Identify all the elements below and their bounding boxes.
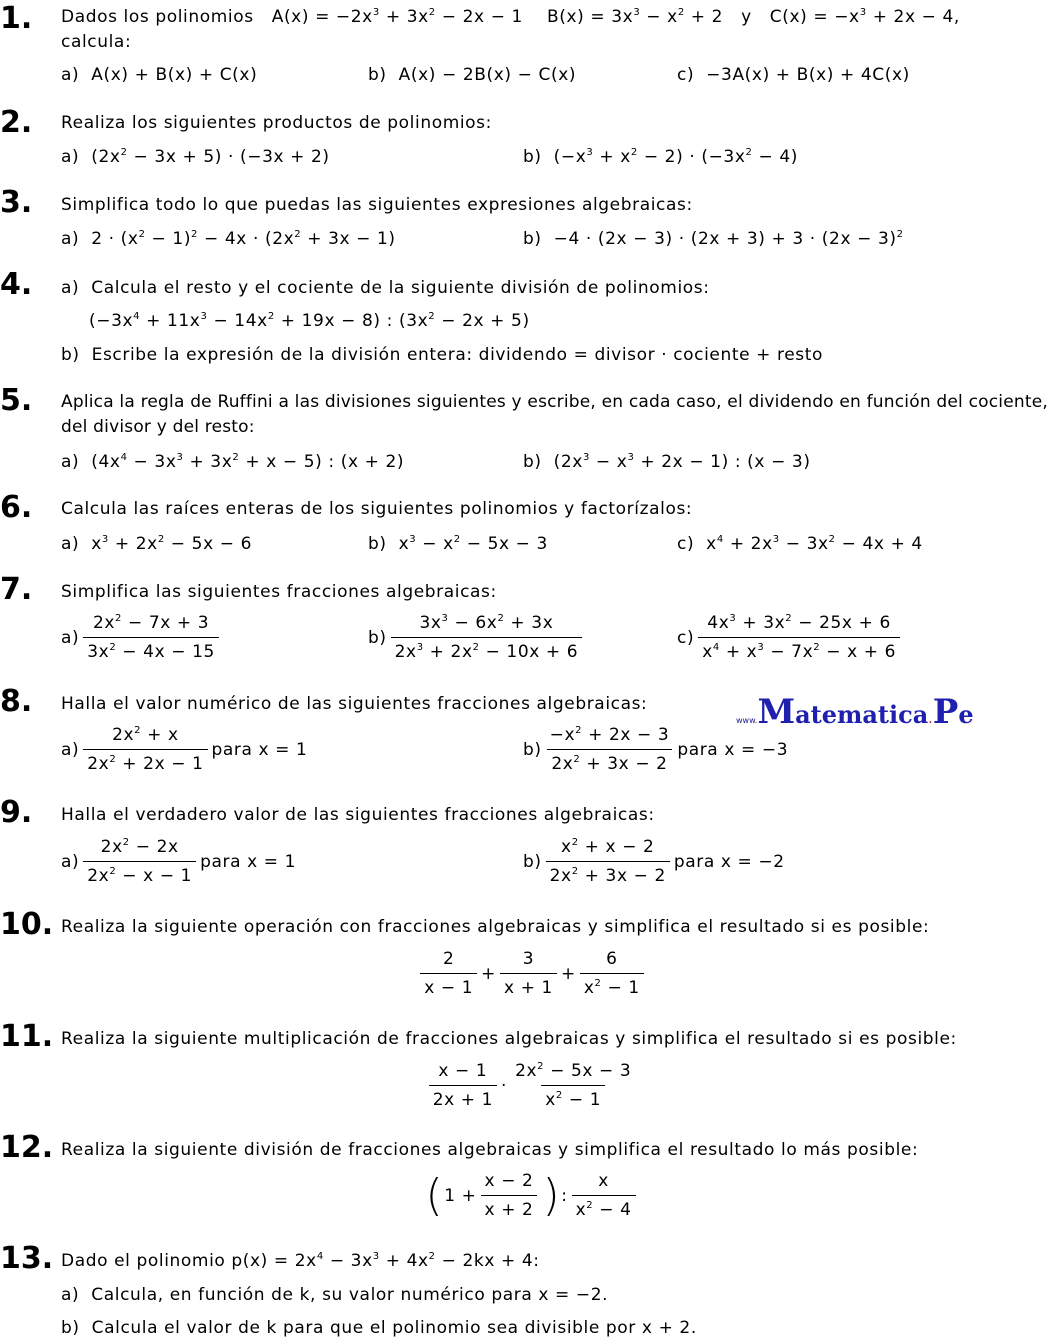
problem-number: 6. — [0, 490, 33, 525]
fraction: $\frac{x - 1}{2x + 1}$ — [429, 1060, 497, 1111]
problem-statement: Realiza la siguiente división de fracciones algebraicas y simplifica el resultado lo más posible: — [61, 1140, 919, 1160]
fraction: $\frac{x - 2}{x + 2}$ — [481, 1170, 538, 1221]
item-b: b) Escribe la expresión de la división entera: dividendo = divisor · cociente + resto — [61, 345, 824, 365]
problem-number: 11. — [0, 1019, 54, 1054]
item-b: b) $\frac{3x^3 - 6x^2 + 3x}{2x^3 + 2x^2 - 10x + 6}$ — [368, 612, 586, 663]
problem-statement: Simplifica todo lo que puedas las siguientes expresiones algebraicas: — [61, 195, 693, 215]
item-b: b) $(-x^3 + x^2 - 2) \cdot (-3x^2 - 4)$ — [523, 147, 798, 167]
fraction: $\frac{-x^2 + 2x - 3}{2x^2 + 3x - 2}$ — [546, 724, 674, 775]
item-b: b) $(2x^3 - x^3 + 2x - 1)$ : (x − 3) — [523, 452, 811, 472]
problem-statement: Halla el verdadero valor de las siguientes fracciones algebraicas: — [61, 805, 655, 825]
item-a: a) Calcula, en función de k, su valor numérico para x = −2. — [61, 1285, 609, 1305]
fraction: $\frac{2x^2 - 7x + 3}{3x^2 - 4x - 15}$ — [83, 612, 219, 663]
fraction: $\frac{2x^2 - 2x}{2x^2 - x - 1}$ — [83, 836, 196, 887]
item-a: a) $x^3 + 2x^2 - 5x - 6$ — [61, 534, 252, 554]
problem-statement: Aplica la regla de Ruffini a las divisiones siguientes y escribe, en cada caso, el dividendo en función del cociente, del divisor y del resto: — [61, 392, 1054, 437]
item-b: b) Calcula el valor de k para que el polinomio sea divisible por x + 2. — [61, 1318, 697, 1338]
fraction: $\frac{3x^3 - 6x^2 + 3x}{2x^3 + 2x^2 - 10x + 6}$ — [391, 612, 583, 663]
item-b: b) $x^3 - x^2 - 5x - 3$ — [368, 534, 548, 554]
problem-number: 8. — [0, 684, 33, 719]
problem-number: 7. — [0, 572, 33, 607]
fraction: $\frac{2}{x - 1}$ — [420, 948, 477, 999]
problem-number: 1. — [0, 1, 33, 36]
problem-statement: Simplifica las siguientes fracciones algebraicas: — [61, 582, 497, 602]
item-a: a) $\frac{2x^2 - 7x + 3}{3x^2 - 4x - 15}$ — [61, 612, 223, 663]
item-a: a) $2 \cdot (x^2 - 1)^2 - 4x \cdot (2x^2 + 3x - 1)$ — [61, 229, 396, 249]
item-c: c) −3A(x) + B(x) + 4C(x) — [677, 65, 910, 85]
problem-statement: Calcula las raíces enteras de los siguientes polinomios y factorízalos: — [61, 499, 693, 519]
item-a: a) Calcula el resto y el cociente de la siguiente división de polinomios: — [61, 278, 710, 298]
fraction: $\frac{2x^2 + x}{2x^2 + 2x - 1}$ — [83, 724, 207, 775]
problem-number: 2. — [0, 105, 33, 140]
problem-number: 5. — [0, 383, 33, 418]
item-c: c) $\frac{4x^3 + 3x^2 - 25x + 6}{x^4 + x^3 - 7x^2 - x + 6}$ — [677, 612, 904, 663]
item-c: c) $x^4 + 2x^3 - 3x^2 - 4x + 4$ — [677, 534, 923, 554]
problem-statement: Halla el valor numérico de las siguientes fracciones algebraicas: — [61, 694, 648, 714]
problem-number: 10. — [0, 907, 54, 942]
expression: $\frac{x - 1}{2x + 1}$ · $\frac{2x^2 - 5x - 3}{x^2 - 1}$ — [0, 1060, 1064, 1111]
item-a: a) $(4x^4 - 3x^3 + 3x^2 + x - 5)$ : (x + 2) — [61, 452, 405, 472]
item-b: b) $\frac{-x^2 + 2x - 3}{2x^2 + 3x - 2}$ para x = −3 — [523, 725, 789, 774]
fraction: $\frac{x}{x^2 - 4}$ — [572, 1170, 636, 1221]
problem-number: 3. — [0, 185, 33, 220]
item-b: b) A(x) − 2B(x) − C(x) — [368, 65, 577, 85]
problem-statement: Realiza la siguiente operación con fracciones algebraicas y simplifica el resultado si es posible: — [61, 917, 930, 937]
problem-statement: Dados los polinomios $A(x) = -2x^3 + 3x^2 - 2x - 1$ $B(x) = 3x^3 - x^2 + 2$ y $C(x) = -x^3 + 2x - 4$, calcula: — [61, 7, 960, 52]
item-b: $b) -4 \cdot (2x - 3) \cdot (2x + 3) + 3 \cdot (2x - 3)^2$ — [523, 229, 904, 249]
fraction: $\frac{3}{x + 1}$ — [500, 948, 557, 999]
problem-statement: Realiza la siguiente multiplicación de fracciones algebraicas y simplifica el resultado si es posible: — [61, 1029, 957, 1049]
expression: ( 1 + $\frac{x - 2}{x + 2}$ ) : $\frac{x}{x^2 - 4}$ — [0, 1170, 1064, 1221]
item-a: a) $\frac{2x^2 + x}{2x^2 + 2x - 1}$ para x = 1 — [61, 725, 308, 774]
problem-statement: Dado el polinomio $p(x) = 2x^4 - 3x^3 + 4x^2 - 2kx + 4$: — [61, 1251, 540, 1271]
problem-number: 9. — [0, 795, 33, 830]
fraction: $\frac{2x^2 - 5x - 3}{x^2 - 1}$ — [515, 1061, 632, 1110]
fraction: $\frac{4x^3 + 3x^2 - 25x + 6}{x^4 + x^3 - 7x^2 - x + 6}$ — [698, 612, 900, 663]
item-a: a) A(x) + B(x) + C(x) — [61, 65, 258, 85]
fraction: $\frac{x^2 + x - 2}{2x^2 + 3x - 2}$ — [546, 836, 670, 887]
problem-number: 12. — [0, 1130, 54, 1165]
item-b: b) $\frac{x^2 + x - 2}{2x^2 + 3x - 2}$ para x = −2 — [523, 837, 785, 886]
fraction: $\frac{6}{x^2 - 1}$ — [580, 948, 644, 999]
expression: $\frac{2}{x - 1}$ + $\frac{3}{x + 1}$ + $\frac{6}{x^2 - 1}$ — [0, 948, 1064, 999]
matematica-pe-logo: www. M atematica . P e — [736, 692, 974, 732]
division-expression: $(-3x^4 + 11x^3 - 14x^2 + 19x - 8)$ : $(3x^2 - 2x + 5)$ — [89, 311, 530, 331]
item-a: a) $\frac{2x^2 - 2x}{2x^2 - x - 1}$ para x = 1 — [61, 837, 297, 886]
problem-statement: Realiza los siguientes productos de polinomios: — [61, 113, 492, 133]
item-a: a) $(2x^2 - 3x + 5) \cdot (-3x + 2)$ — [61, 147, 330, 167]
problem-number: 4. — [0, 267, 33, 302]
problem-number: 13. — [0, 1241, 54, 1276]
